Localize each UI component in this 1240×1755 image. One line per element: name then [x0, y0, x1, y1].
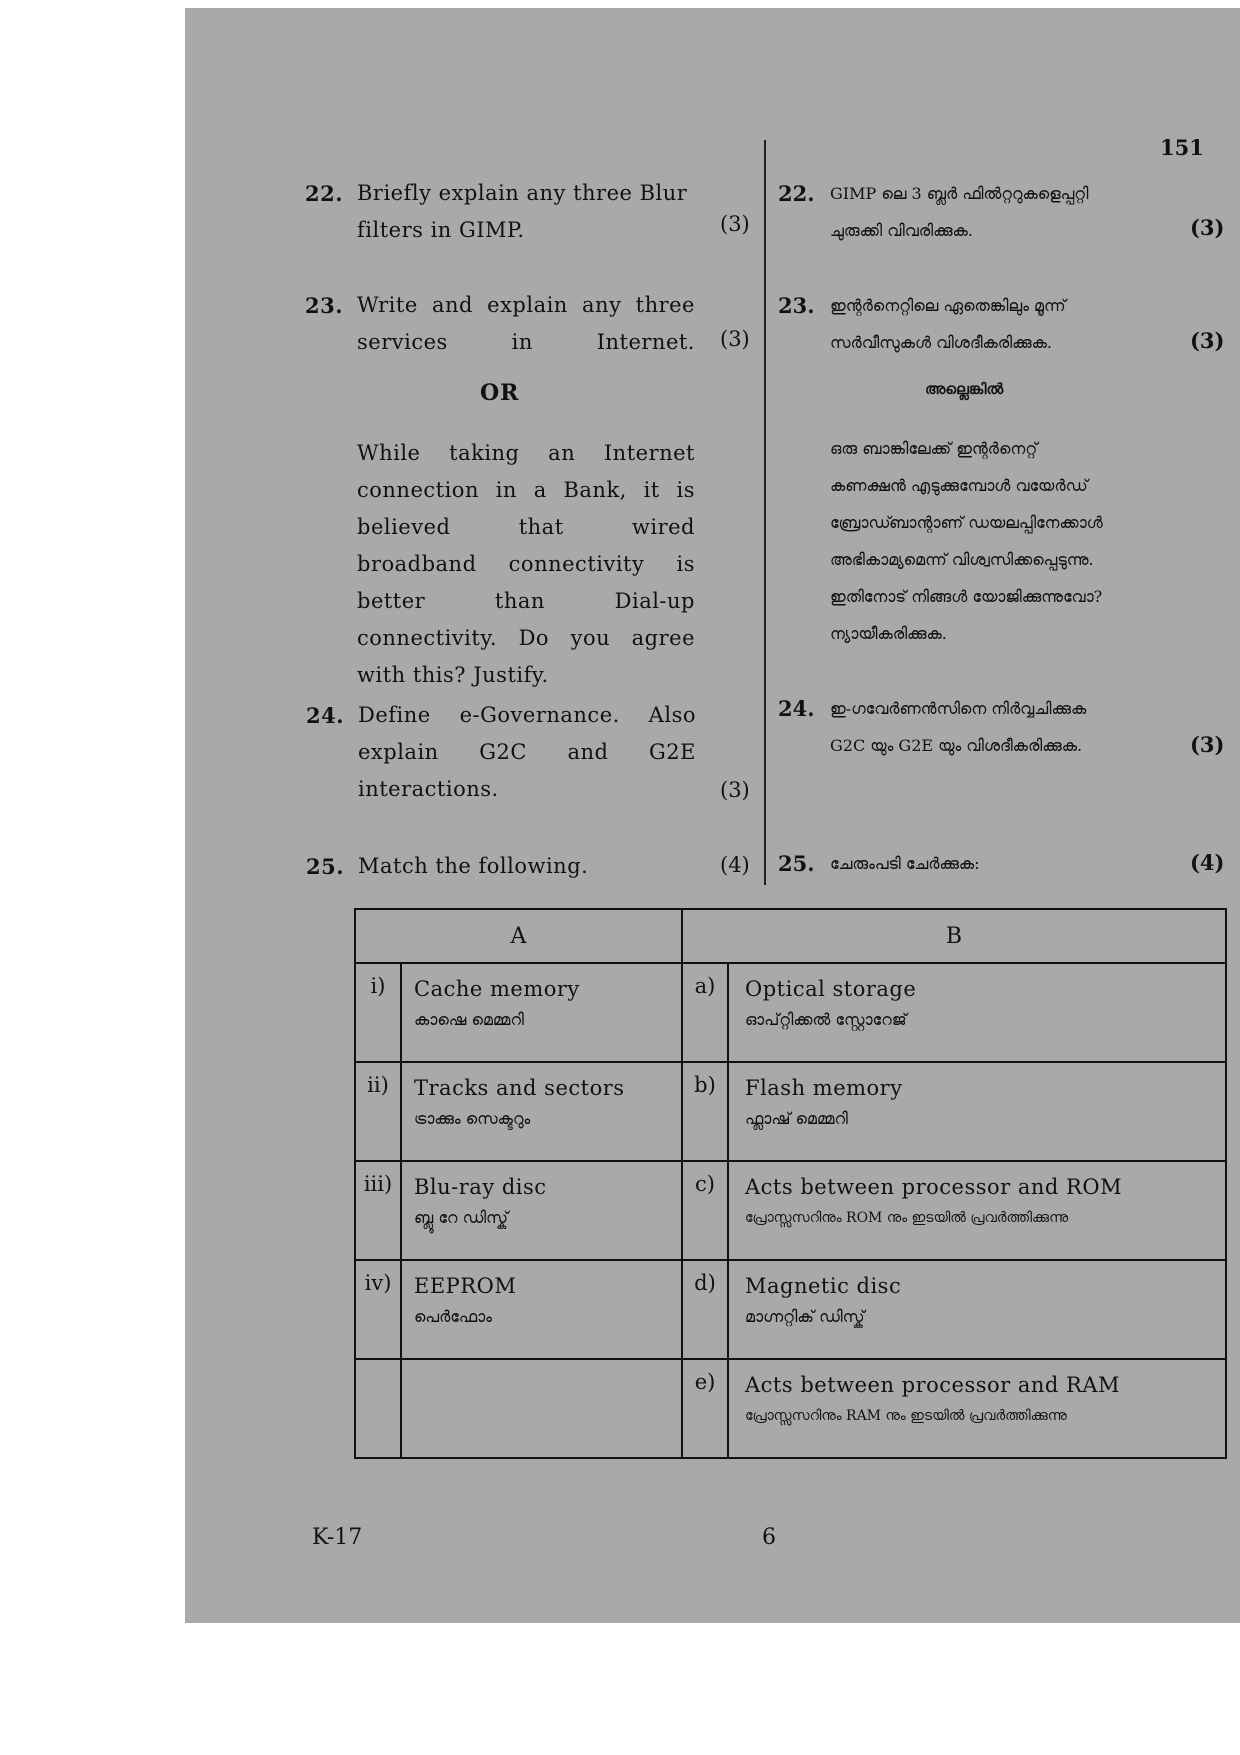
question-text: Briefly explain any three Blur filters in GIMP. — [357, 181, 688, 242]
column-a-header: A — [355, 909, 682, 963]
table-header-row — [355, 909, 1226, 963]
a-item — [401, 963, 682, 1062]
question-line: GIMP ലെ 3 ബ്ലർ ഫിൽറ്ററുകളെപ്പറ്റി — [830, 184, 1089, 203]
marks-22-en: (3) — [720, 212, 750, 236]
question-line: G2C യും G2E യും വിശദീകരിക്കുക. — [830, 736, 1083, 755]
a-item-ml: ട്രാക്കും സെക്ടറും — [414, 1109, 531, 1128]
a-label: i) — [355, 963, 401, 1062]
a-item — [401, 1161, 682, 1260]
or-separator-ml: അല്ലെങ്കിൽ — [925, 380, 1004, 398]
column-b-header: B — [682, 909, 1226, 963]
a-label — [355, 1359, 401, 1458]
b-item-en: Flash memory — [745, 1076, 903, 1100]
b-item — [728, 1359, 1226, 1458]
b-item — [728, 1260, 1226, 1359]
b-item-ml: ഓപ്റ്റിക്കൽ സ്റ്റോറേജ് — [745, 1010, 907, 1029]
a-item-ml: പെർഫോം — [414, 1307, 492, 1326]
b-item-en: Optical storage — [745, 977, 917, 1001]
question-line: അഭികാമ്യമെന്ന് വിശ്വസിക്കപ്പെടുന്നു. — [830, 550, 1094, 569]
question-22-en — [305, 175, 695, 249]
a-item-ml: ബ്ലൂ റേ ഡിസ്ക് — [414, 1208, 509, 1227]
question-24-ml — [778, 690, 1170, 764]
question-23-alternative-ml — [830, 430, 1170, 652]
b-item — [728, 1062, 1226, 1161]
marks-25-en: (4) — [720, 853, 750, 877]
footer-page-number: 6 — [762, 1525, 776, 1550]
a-item-en: EEPROM — [414, 1274, 517, 1298]
b-item-ml: മാഗ്നറ്റിക് ഡിസ്ക് — [745, 1307, 865, 1326]
table-row — [355, 1161, 1226, 1260]
a-label: ii) — [355, 1062, 401, 1161]
question-22-ml — [778, 175, 1160, 249]
a-item-en: Blu-ray disc — [414, 1175, 547, 1199]
question-line: ഇ-ഗവേർണൻസിനെ നിർവ്വചിക്കുക — [830, 699, 1087, 718]
table-row — [355, 1260, 1226, 1359]
question-number: 22. — [305, 181, 344, 206]
b-item-en: Acts between processor and ROM — [745, 1175, 1123, 1199]
question-number: 22. — [778, 181, 815, 206]
b-label: b) — [682, 1062, 728, 1161]
question-25-en — [306, 848, 696, 885]
question-24-en — [306, 697, 696, 808]
question-text: Write and explain any three services in Internet. — [357, 293, 695, 354]
question-23-en — [305, 287, 695, 361]
question-text: Match the following. — [358, 854, 589, 878]
or-separator-en: OR — [480, 380, 520, 406]
a-item — [401, 1260, 682, 1359]
b-label: e) — [682, 1359, 728, 1458]
page-number: 151 — [1160, 135, 1204, 160]
paper-code: K-17 — [312, 1525, 363, 1550]
a-item-en: Cache memory — [414, 977, 580, 1001]
question-23-ml — [778, 287, 1160, 361]
question-number: 24. — [306, 703, 345, 728]
marks-24-en: (3) — [720, 778, 750, 802]
a-item — [401, 1359, 682, 1458]
question-number: 25. — [778, 851, 815, 876]
question-number: 24. — [778, 696, 815, 721]
a-item — [401, 1062, 682, 1161]
question-line: ഒരു ബാങ്കിലേക്ക് ഇന്റർനെറ്റ് — [830, 439, 1038, 458]
question-line: ഇതിനോട് നിങ്ങൾ യോജിക്കുന്നുവോ? — [830, 587, 1103, 606]
b-item-ml: ഫ്ലാഷ് മെമ്മറി — [745, 1109, 848, 1128]
b-item-ml: പ്രോസ്സസറിനും RAM നും ഇടയിൽ പ്രവർത്തിക്കുന്നു — [745, 1408, 1067, 1424]
a-label: iv) — [355, 1260, 401, 1359]
question-line: സർവീസുകൾ വിശദീകരിക്കുക. — [830, 333, 1052, 352]
b-item — [728, 963, 1226, 1062]
a-item-ml: കാഷെ മെമ്മറി — [414, 1010, 524, 1029]
question-line: ന്യായീകരിക്കുക. — [830, 624, 947, 643]
b-label: c) — [682, 1161, 728, 1260]
marks-24-ml: (3) — [1190, 732, 1225, 757]
match-the-following-table — [354, 908, 1227, 1459]
question-number: 23. — [305, 293, 344, 318]
b-item-en: Acts between processor and RAM — [745, 1373, 1121, 1397]
b-label: a) — [682, 963, 728, 1062]
marks-23-en: (3) — [720, 327, 750, 351]
marks-25-ml: (4) — [1190, 850, 1225, 875]
a-item-en: Tracks and sectors — [414, 1076, 625, 1100]
table-row — [355, 1062, 1226, 1161]
question-line: കണക്ഷൻ എടുക്കുമ്പോൾ വയേർഡ് — [830, 476, 1088, 495]
marks-22-ml: (3) — [1190, 215, 1225, 240]
b-item-en: Magnetic disc — [745, 1274, 902, 1298]
column-divider — [764, 140, 766, 885]
b-label: d) — [682, 1260, 728, 1359]
question-number: 25. — [306, 854, 345, 879]
question-25-ml — [778, 845, 1160, 882]
b-item — [728, 1161, 1226, 1260]
question-number: 23. — [778, 293, 815, 318]
question-line: ചേരുംപടി ചേർക്കുക: — [830, 854, 980, 873]
question-text: Define e-Governance. Also explain G2C and G2E interactions. — [358, 703, 696, 801]
marks-23-ml: (3) — [1190, 328, 1225, 353]
question-line: ചുരുക്കി വിവരിക്കുക. — [830, 221, 973, 240]
question-23-alternative-en: While taking an Internet connection in a Bank, it is believed that wired broadband connectivity is better than Dial-up connectivity. Do you agree with this? Justify. — [357, 441, 695, 687]
b-item-ml: പ്രോസ്സസറിനും ROM നും ഇടയിൽ പ്രവർത്തിക്കുന്നു — [745, 1210, 1069, 1226]
a-label: iii) — [355, 1161, 401, 1260]
question-line: ബ്രോഡ്ബാന്റാണ് ഡയലപ്പിനേക്കാൾ — [830, 513, 1103, 532]
table-row — [355, 963, 1226, 1062]
question-line: ഇന്റർനെറ്റിലെ ഏതെങ്കിലും മൂന്ന് — [830, 296, 1066, 315]
table-row — [355, 1359, 1226, 1458]
